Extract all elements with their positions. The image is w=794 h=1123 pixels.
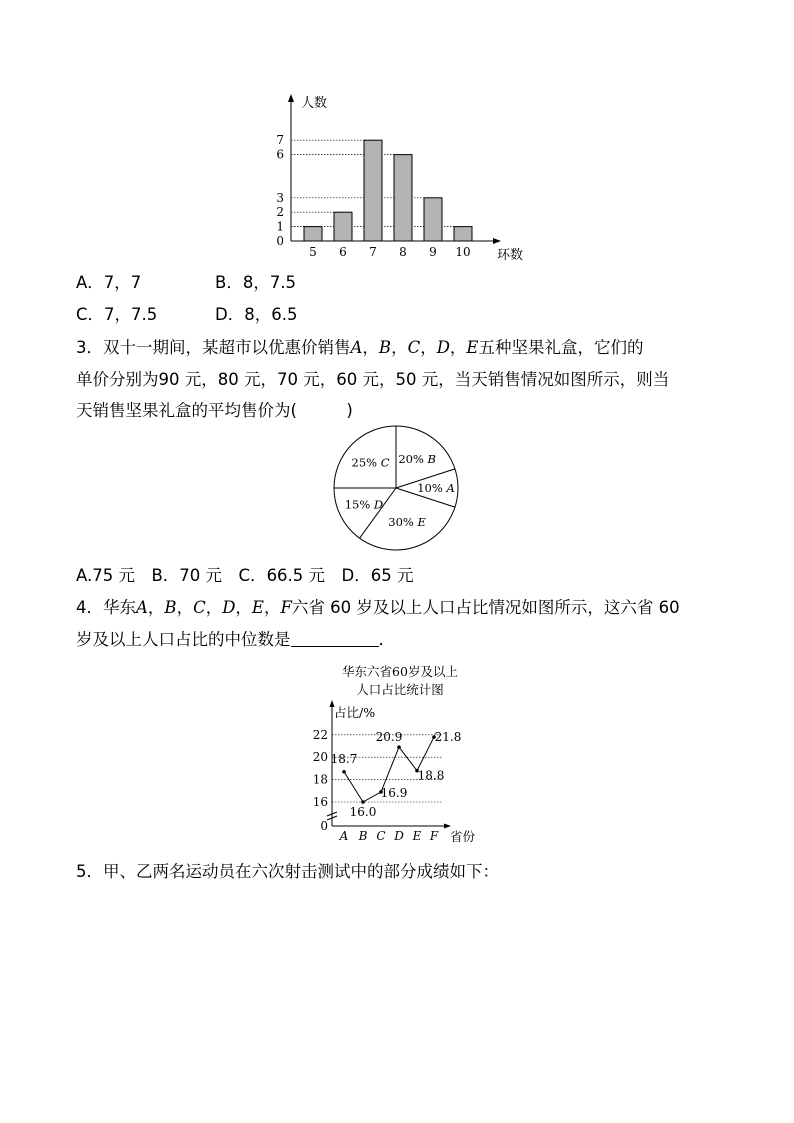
pie-percent-D: 15% <box>344 497 374 512</box>
pie-letter-D: D <box>373 497 384 512</box>
line-y-tick-16: 16 <box>312 795 328 809</box>
q2-option-d[interactable]: D．8，6.5 <box>215 305 298 324</box>
pie-letter-C: C <box>380 455 390 470</box>
line-point-A <box>342 770 346 774</box>
q2-option-b[interactable]: B．8，7.5 <box>215 273 297 292</box>
q4-line-2-pre: 岁及以上人口占比的中位数是 <box>76 630 291 649</box>
line-value-label-A: 18.7 <box>330 751 358 766</box>
pie-label-C <box>352 456 390 470</box>
q3-options: A.75 元 B．70 元 C．66.5 元 D．65 元 <box>76 566 414 585</box>
line-y-tick-20: 20 <box>312 750 328 765</box>
bar-x-tick-10: 10 <box>455 245 471 259</box>
bar-7 <box>364 140 382 241</box>
pie-percent-A: 10% <box>417 481 447 495</box>
line-value-label-D: 20.9 <box>375 730 403 745</box>
q3-line-3: 天销售坚果礼盒的平均售价为( ) <box>76 401 353 420</box>
q4-var-f: F <box>280 598 292 617</box>
q3-var-c: C <box>407 338 421 357</box>
line-x-arrow <box>444 824 451 829</box>
pie-label-B <box>398 452 436 466</box>
q3-line-1-pre: 3．双十一期间，某超市以优惠价销售 <box>76 338 351 357</box>
q4-line-1-post: 六省 60 岁及以上人口占比情况如图所示，这六省 60 <box>291 598 680 617</box>
q4-line-2 <box>76 630 395 650</box>
bar-8 <box>394 155 412 241</box>
line-y-tick-18: 18 <box>312 772 328 787</box>
pie-letter-E: E <box>417 515 426 530</box>
q4-line-2-post: ． <box>378 630 395 649</box>
bar-x-label: 环数 <box>497 248 524 263</box>
answer-blank[interactable] <box>291 630 379 647</box>
line-point-B <box>361 800 365 804</box>
bar-5 <box>304 227 322 241</box>
bar-y-tick-7: 7 <box>276 133 284 148</box>
line-chart-title-2: 人口占比统计图 <box>356 682 444 697</box>
line-y-label: 占比/% <box>334 705 376 720</box>
pie-label-D <box>345 497 383 511</box>
line-value-label-E: 18.8 <box>417 768 445 783</box>
pie-percent-C: 25% <box>351 455 381 470</box>
bar-x-tick-7: 7 <box>369 245 377 259</box>
bar-y-arrow <box>288 94 294 102</box>
pie-letter-A: A <box>446 481 455 495</box>
bar-y-tick-3: 3 <box>276 190 284 205</box>
pie-label-A <box>417 481 455 495</box>
q3-var-d: D <box>436 338 450 357</box>
q4-var-e: E <box>251 598 264 617</box>
bar-chart <box>270 90 540 270</box>
bar-x-tick-9: 9 <box>429 245 437 259</box>
line-x-tick-D: D <box>394 829 404 843</box>
line-point-D <box>397 745 401 749</box>
q2-option-c[interactable]: C．7，7.5 <box>76 305 158 324</box>
q4-var-d: D <box>222 598 236 617</box>
line-value-label-C: 16.9 <box>380 785 408 800</box>
q4-var-a: A <box>136 598 148 617</box>
bar-y-tick-6: 6 <box>276 147 284 162</box>
q3-var-e: E <box>466 338 479 357</box>
bar-10 <box>454 227 472 241</box>
q3-var-a: A <box>350 338 363 357</box>
q2-option-a[interactable]: A．7，7 <box>76 273 142 292</box>
line-chart-title-1: 华东六省60岁及以上 <box>342 664 458 679</box>
line-y-tick-0: 0 <box>320 819 328 833</box>
q4-var-b: B <box>164 598 177 617</box>
line-x-tick-E: E <box>412 829 422 843</box>
bar-6 <box>334 212 352 241</box>
q3-line-2: 单价分别为90 元，80 元，70 元，60 元，50 元，当天销售情况如图所示，则当 <box>76 370 670 389</box>
bar-x-tick-8: 8 <box>399 245 407 259</box>
line-x-tick-B: B <box>358 829 368 843</box>
pie-label-E <box>388 515 426 529</box>
line-x-tick-C: C <box>376 829 386 843</box>
bar-x-tick-6: 6 <box>339 245 347 259</box>
q3-line-1-post: 五种坚果礼盒，它们的 <box>478 338 644 357</box>
q4-line-1: 4．华东A，B，C，D，E，F六省 60 岁及以上人口占比情况如图所示，这六省 60 <box>76 598 680 617</box>
bar-y-tick-0: 0 <box>276 234 284 248</box>
line-x-tick-A: A <box>339 829 349 843</box>
line-x-tick-F: F <box>429 829 439 843</box>
line-x-label: 省份 <box>450 829 476 844</box>
bar-9 <box>424 198 442 241</box>
line-chart <box>310 660 490 845</box>
line-y-tick-22: 22 <box>312 727 328 742</box>
bar-x-tick-5: 5 <box>309 245 317 259</box>
pie-letter-B: B <box>427 451 436 466</box>
q5-text: 5．甲、乙两名运动员在六次射击测试中的部分成绩如下： <box>76 862 499 881</box>
pie-percent-E: 30% <box>388 515 418 530</box>
pie-percent-B: 20% <box>398 451 428 466</box>
bar-y-tick-1: 1 <box>276 219 284 234</box>
line-value-label-F: 21.8 <box>434 730 462 745</box>
pie-chart <box>330 422 462 554</box>
q4-var-c: C <box>193 598 206 617</box>
line-value-label-B: 16.0 <box>349 805 377 819</box>
pie-spoke-D <box>360 488 396 538</box>
q3-line-1: 3．双十一期间，某超市以优惠价销售A，B，C，D，E五种坚果礼盒，它们的 <box>76 338 644 357</box>
bar-y-label: 人数 <box>301 96 328 111</box>
bar-y-tick-2: 2 <box>276 205 284 220</box>
q4-line-1-pre: 4．华东 <box>76 598 136 617</box>
bar-x-arrow <box>493 238 501 244</box>
q3-var-b: B <box>378 338 392 357</box>
